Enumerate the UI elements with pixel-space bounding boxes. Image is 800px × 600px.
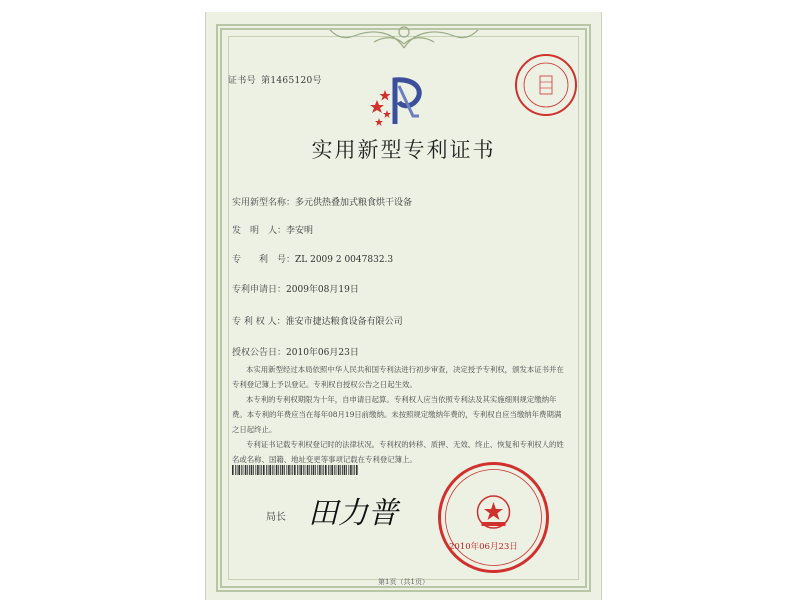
field-value: 2009年08月19日 <box>286 285 359 295</box>
field-inventor <box>232 223 313 236</box>
certificate-body-text <box>232 362 565 467</box>
page-footer: 第1页（共1页） <box>378 578 429 586</box>
field-label: 专 利 权 人： <box>232 317 286 327</box>
signature-text: 田力普 <box>308 496 398 531</box>
field-grant-date <box>232 345 359 358</box>
field-patentee <box>232 314 403 327</box>
state-office-seal-icon <box>436 460 551 575</box>
patent-office-emblem-icon <box>369 72 429 128</box>
field-label: 实用新型名称： <box>232 198 296 208</box>
body-paragraph: 本实用新型经过本局依照中华人民共和国专利法进行初步审查，决定授予专利权，颁发本证书并在专利登记簿上予以登记。专利权自授权公告之日起生效。 <box>232 365 564 389</box>
body-paragraph: 本专利的专利权期限为十年，自申请日起算。专利权人应当依照专利法及其实施细则规定缴纳年费。本专利的年费应当在每年08月19日前缴纳。未按照规定缴纳年费的，专利权自应当缴纳年费期满之日起终止。 <box>232 395 562 434</box>
certificate-number-value: 第1465120号 <box>261 76 322 86</box>
field-patent-number <box>232 252 393 265</box>
field-value: ZL 2009 2 0047832.3 <box>295 255 394 265</box>
certificate-number-label: 证书号 <box>228 76 256 86</box>
field-label: 专 利 号： <box>232 255 296 265</box>
field-utility-model-name <box>232 195 412 208</box>
field-value: 李安明 <box>286 226 314 236</box>
certificate-title: 实用新型专利证书 <box>311 138 496 162</box>
patent-certificate <box>205 12 602 600</box>
field-label: 专利申请日： <box>232 285 287 295</box>
field-value: 多元供热叠加式粮食烘干设备 <box>295 198 413 208</box>
body-paragraph: 专利证书记载专利权登记时的法律状况。专利权的转移、质押、无效、终止、恢复和专利权人的姓名或名称、国籍、地址变更等事项记载在专利登记簿上。 <box>232 440 564 464</box>
certificate-number <box>228 73 322 86</box>
field-value: 2010年06月23日 <box>286 348 359 358</box>
office-seal-icon <box>513 52 579 118</box>
director-signature <box>304 490 414 532</box>
field-value: 淮安市捷达粮食设备有限公司 <box>285 317 403 327</box>
barcode-icon <box>232 465 360 475</box>
seal-date: 2010年06月23日 <box>449 542 518 552</box>
director-label: 局长 <box>266 512 286 523</box>
field-application-date <box>232 282 359 295</box>
field-label: 发 明 人： <box>232 226 287 236</box>
field-label: 授权公告日： <box>232 348 287 358</box>
ornament-icon <box>324 22 484 52</box>
